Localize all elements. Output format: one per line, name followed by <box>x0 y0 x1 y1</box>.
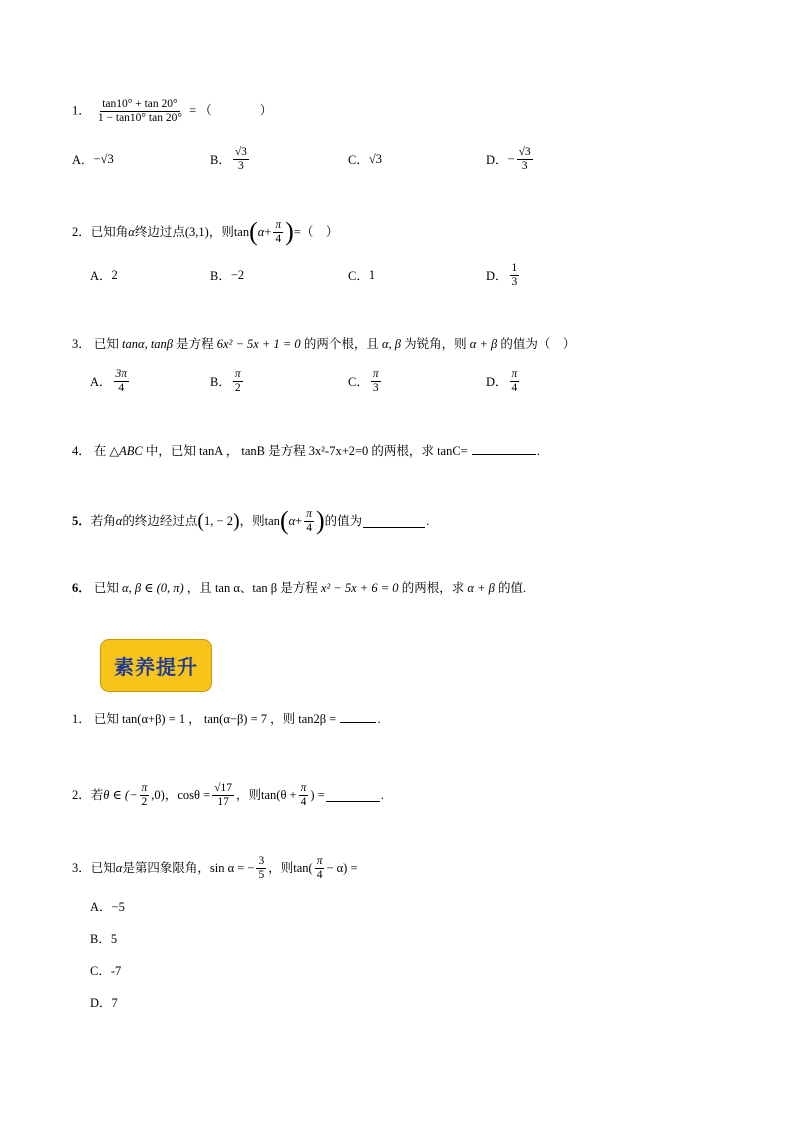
option-d[interactable]: D．7 <box>90 996 118 1010</box>
question-5: 5． 若角 α 的终边经过点 ( 1, − 2 ) ，则 tan ( α + $\frac{\pi}{4}$ ) 的值为 . <box>72 506 430 535</box>
question-1: 1． $\frac{\tan 10^\circ + \tan 20^\circ}{1 - \tan 10^\circ \tan 20^\circ}$ = （ ） <box>72 98 273 124</box>
question-number: 6． <box>72 581 91 595</box>
option-c[interactable]: C． 1 <box>348 267 376 283</box>
question-6: 6． 已知 α, β ∈ (0, π) ，且 tan α、tan β 是方程 x² − 5x + 6 = 0 的两根，求 α + β 的值. <box>72 581 527 595</box>
option-a[interactable]: A．−5 <box>90 900 125 914</box>
answer-blank[interactable] <box>340 710 376 723</box>
question-3-options <box>90 366 770 396</box>
question-number: 1． <box>72 712 91 726</box>
improve-question-2: 2． 若 θ ∈ (− $\frac{\pi}{2}$ ,0) ， cosθ = $\frac{√17}{17}$ ，则 tan(θ + $\frac{\pi}{4}$ ) = . <box>72 781 384 808</box>
question-number: 4． <box>72 444 91 458</box>
option-b[interactable]: B． −2 <box>210 267 245 283</box>
option-a[interactable]: A． 2 <box>90 267 118 283</box>
tan-sum-fraction: $\frac{\tan 10^\circ + \tan 20^\circ}{1 - \tan 10^\circ \tan 20^\circ}$ <box>97 98 182 124</box>
question-3: 3． 已知 tanα, tanβ 是方程 6x² − 5x + 1 = 0 的两个根，且 α, β 为锐角，则 α + β 的值为（ ） <box>72 337 576 351</box>
improve-question-3: 3． 已知 α 是第四象限角， sin α = − $\frac{3}{5}$ ，则 tan( $\frac{\pi}{4}$ − α) = <box>72 854 358 881</box>
option-c[interactable]: C．-7 <box>90 964 122 978</box>
option-a[interactable]: A． $\frac{3\pi}{4}$ <box>90 367 128 394</box>
question-number: 3． <box>72 337 91 351</box>
option-d[interactable]: D． − $\frac{√3}{3}$ <box>486 145 531 172</box>
answer-blank[interactable] <box>363 515 425 528</box>
section-badge: 素养提升 <box>100 639 212 692</box>
answer-blank[interactable] <box>326 789 380 802</box>
option-d[interactable]: D． $\frac{1}{3}$ <box>486 261 518 288</box>
question-2-options <box>90 260 770 290</box>
question-number: 5． <box>72 514 91 528</box>
question-number: 1． <box>72 103 91 118</box>
question-2: 2． 已知角 α 终边过点 (3,1) ，则 tan ( α + $\frac{\pi}{4}$ ) = （ ） <box>72 217 339 246</box>
answer-blank[interactable] <box>472 442 536 455</box>
option-b[interactable]: B． $\frac{\pi}{2}$ <box>210 367 241 394</box>
question-number: 3． <box>72 861 91 875</box>
option-d[interactable]: D． $\frac{\pi}{4}$ <box>486 367 518 394</box>
question-4: 4． 在 △ABC 中，已知 tanA ， tanB 是方程 3x²-7x+2=0 的两根，求 tanC= . <box>72 444 540 458</box>
option-b[interactable]: B．5 <box>90 932 118 946</box>
option-a[interactable]: A． −√3 <box>72 151 114 167</box>
option-c[interactable]: C． $\frac{\pi}{3}$ <box>348 367 379 394</box>
question-1-options <box>72 144 752 174</box>
option-b[interactable]: B． $\frac{√3}{3}$ <box>210 145 247 172</box>
improve-question-1: 1． 已知 tan(α+β) = 1 ， tan(α−β) = 7 ，则 tan2β = . <box>72 712 381 726</box>
question-number: 2． <box>72 225 91 239</box>
question-number: 2． <box>72 788 91 802</box>
option-c[interactable]: C． √3 <box>348 151 382 167</box>
